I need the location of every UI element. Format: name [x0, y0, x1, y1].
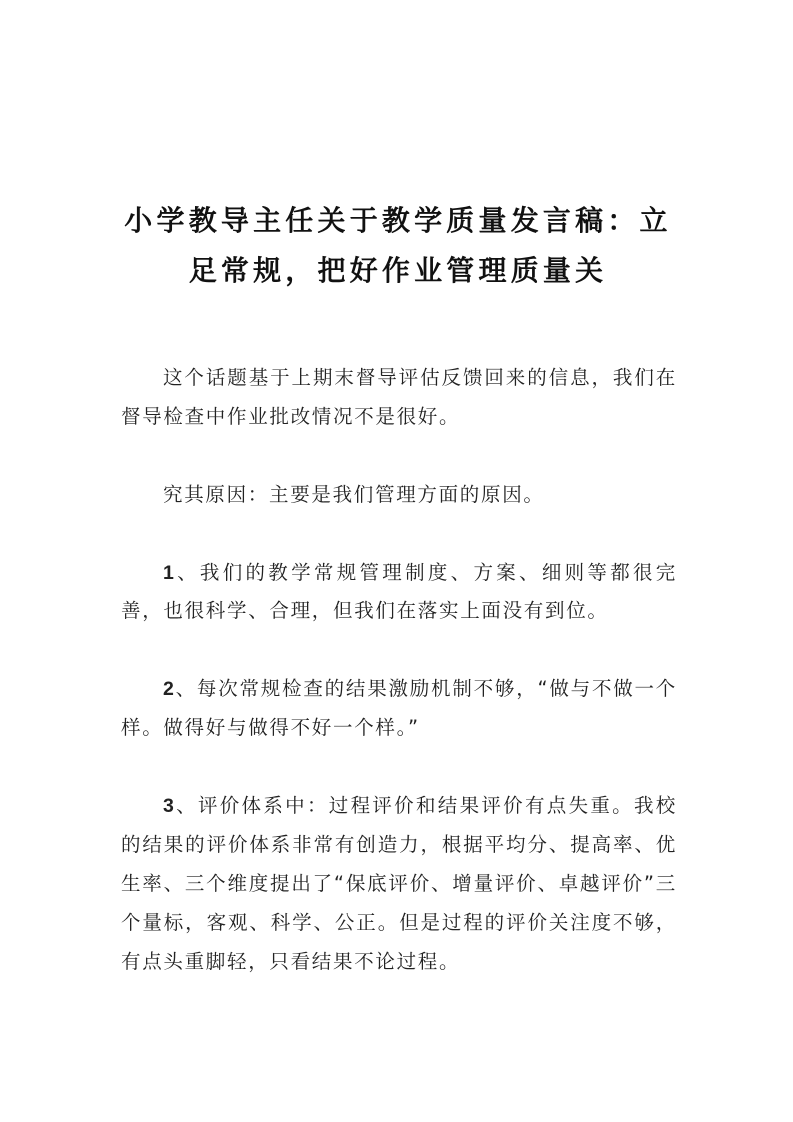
document-body	[121, 359, 677, 1020]
paragraph-reason-2	[121, 670, 677, 748]
paragraph-number: 3	[163, 794, 176, 817]
paragraph-reason-3	[121, 787, 677, 982]
paragraph-text: 、我们的教学常规管理制度、方案、细则等都很完善，也很科学、合理，但我们在落实上面没有到位。	[121, 560, 677, 623]
paragraph-text: 究其原因：主要是我们管理方面的原因。	[163, 482, 545, 506]
paragraph-reason-1	[121, 554, 677, 632]
paragraph-cause	[121, 476, 677, 515]
paragraph-number: 1	[163, 561, 176, 584]
paragraph-number: 2	[163, 678, 176, 701]
document-title: 小学教导主任关于教学质量发言稿：立足常规，把好作业管理质量关	[124, 204, 672, 287]
paragraph-intro	[121, 359, 677, 437]
paragraph-text: 这个话题基于上期末督导评估反馈回来的信息，我们在督导检查中作业批改情况不是很好。	[121, 366, 677, 428]
paragraph-text: 、评价体系中：过程评价和结果评价有点失重。我校的结果的评价体系非常有创造力，根据平均分、提高率、优生率、三个维度提出了“保底评价、增量评价、卓越评价”三个量标，客观、科学、公正。但是过程的评价关注度不够，有点头重脚轻，只看结果不论过程。	[121, 793, 677, 973]
paragraph-text: 、每次常规检查的结果激励机制不够，“做与不做一个样。做得好与做得不好一个样。”	[121, 677, 677, 740]
